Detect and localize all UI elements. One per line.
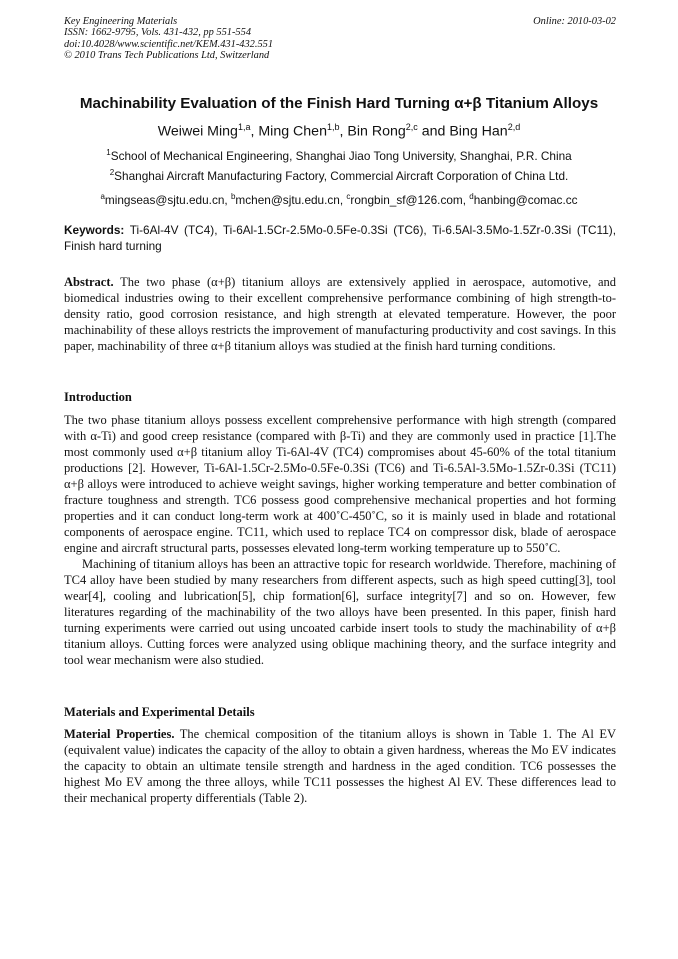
author-name: Ming Chen <box>258 123 327 140</box>
online-date: Online: 2010-03-02 <box>533 16 616 27</box>
keywords-text: Ti-6Al-4V (TC4), Ti-6Al-1.5Cr-2.5Mo-0.5Fe-0.3Si (TC6), Ti-6.5Al-3.5Mo-1.5Zr-0.3Si (TC11), Finish hard turning <box>64 223 616 253</box>
paragraph: The chemical composition of the titanium alloys is shown in Table 1. The Al EV (equivalent value) indicates the capacity of the alloy to obtain a given hardness, whereas the Mo EV indicates the capacity to obtain an ultimate tensile strength and hardness in the aged condition. TC6 possesses the highest Mo EV among the three alloys, while TC11 possesses the highest Al EV. These differences lead to their mechanical property differentials (Table 2). <box>64 727 616 805</box>
abstract-text: The two phase (α+β) titanium alloys are extensively applied in aerospace, automotive, and biomedical industries owing to their excellent comprehensive performance combining of high strength-to-density ratio, good corrosion resistance, and high strength at elevated temperature. However, the poor machinability of these alloys restricts the improvement of manufacturing productivity and cost savings. In this paper, machinability of three α+β titanium alloys was studied at the finish hard turning conditions. <box>64 275 616 353</box>
keywords-label: Keywords: <box>64 223 125 237</box>
author-separator: and <box>417 123 450 140</box>
email-sup: a <box>100 192 105 201</box>
materials-body <box>64 726 616 806</box>
affiliation-sup: 2 <box>109 168 115 177</box>
introduction-body <box>64 412 616 668</box>
author-sup: 2,c <box>405 122 418 132</box>
author-sup: 1,b <box>326 122 340 132</box>
author-list <box>40 118 638 141</box>
author-sup: 2,d <box>507 122 521 132</box>
affiliation-sup: 1 <box>106 148 111 157</box>
affiliation-1 <box>40 146 638 163</box>
paragraph: Machining of titanium alloys has been an attractive topic for research worldwide. Therefore, machining of TC4 alloy have been studied by many researchers from different aspects, such as high speed cutting[3], tool wear[4], cooling and lubrication[5], chip formation[6], surface integrity[7] and so on. However, few literatures regarding of the machinability of the two alloys have been presented. In this paper, finish hard turning experiments were carried out using uncoated carbide insert tools to study the machinability of α+β titanium alloys. Cutting forces were analyzed using oblique machining theory, and the surface integrity and tool wear mechanism were also studied. <box>64 557 616 667</box>
abstract <box>64 274 616 354</box>
affiliation-text: Shanghai Aircraft Manufacturing Factory, Commercial Aircraft Corporation of China Ltd. <box>114 168 569 183</box>
journal-doi[interactable]: doi:10.4028/www.scientific.net/KEM.431-432.551 <box>64 38 274 50</box>
email-address[interactable]: rongbin_sf@126.com, <box>350 192 470 207</box>
email-list <box>40 190 638 207</box>
author-name: Weiwei Ming <box>157 123 238 140</box>
email-sup: d <box>469 192 474 201</box>
section-heading-materials: Materials and Experimental Details <box>64 705 255 719</box>
email-sup: b <box>230 192 236 201</box>
journal-name: Key Engineering Materials <box>64 16 178 27</box>
section-heading-introduction: Introduction <box>64 390 132 404</box>
abstract-label: Abstract. <box>64 275 114 289</box>
journal-info <box>64 16 273 62</box>
journal-issn: ISSN: 1662-9795, Vols. 431-432, pp 551-554 <box>64 27 252 39</box>
paper-title: Machinability Evaluation of the Finish Hard Turning α+β Titanium Alloys <box>79 95 599 112</box>
subsection-label: Material Properties. <box>64 727 175 741</box>
author-name: Bin Rong <box>347 123 406 140</box>
keywords <box>64 222 616 254</box>
journal-copyright: © 2010 Trans Tech Publications Ltd, Switzerland <box>64 50 270 62</box>
email-address[interactable]: mchen@sjtu.edu.cn, <box>235 192 347 207</box>
affiliation-2 <box>40 166 638 183</box>
author-separator: , <box>339 123 348 140</box>
email-address[interactable]: mingseas@sjtu.edu.cn, <box>104 192 231 207</box>
paragraph: The two phase titanium alloys possess excellent comprehensive performance with high strength (compared with α-Ti) and good creep resistance (compared with β-Ti) and they are commonly used in practice [1].The most commonly used α+β titanium alloy Ti-6Al-4V (TC4) compromises about 45-60% of the total titanium productions [2]. However, Ti-6Al-1.5Cr-2.5Mo-0.5Fe-0.3Si (TC6) and Ti-6.5Al-3.5Mo-1.5Zr-0.3Si (TC11) α+β alloys were introduced to achieve weight savings, higher working temperature and better combination of fracture toughness and strength. TC6 possess good comprehensive mechanical properties and hot forming properties and it can conduct long-term work at 400˚C-450˚C, so it is mainly used in blade and rotational components of aerospace engine. TC11, which used to replace TC4 on compressor disk, blade of aerospace engine and aircraft structural parts, possesses elevated long-term working temperature up to 550˚C. <box>64 413 616 555</box>
author-sup: 1,a <box>237 122 251 132</box>
author-separator: , <box>250 123 259 140</box>
affiliation-text: School of Mechanical Engineering, Shanghai Jiao Tong University, Shanghai, P.R. China <box>110 148 572 163</box>
email-sup: c <box>346 192 351 201</box>
author-name: Bing Han <box>449 123 508 140</box>
email-address[interactable]: hanbing@comac.cc <box>473 192 578 207</box>
